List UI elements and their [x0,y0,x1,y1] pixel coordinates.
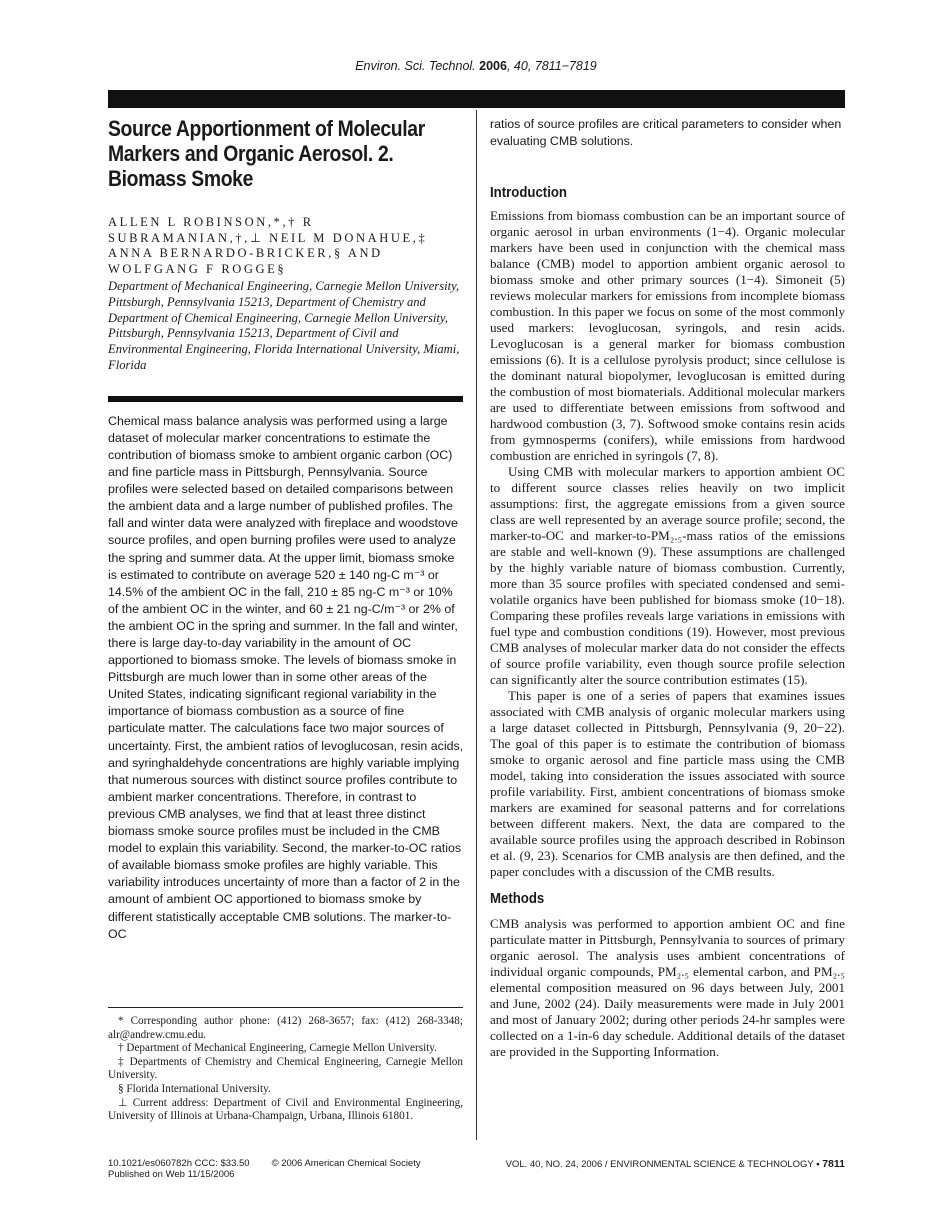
abstract-rule [108,396,463,402]
abstract: Chemical mass balance analysis was performed using a large dataset of molecular marker concentrations to estimate the contribution of biomass smoke to ambient organic carbon (OC) and fine particle mass in Pittsburgh, Pennsylvania. Source profiles were selected based on detailed comparisons between the ambient data and a large number of published profiles. The fall and winter data were analyzed with fireplace and woodstove source profiles, and open burning profiles were used to analyze the spring and summer data. At the upper limit, biomass smoke is estimated to contribute on average 520 ± 140 ng-C m⁻³ or 14.5% of the ambient OC in the fall, 210 ± 85 ng-C m⁻³ or 10% of the ambient OC in the winter, and 60 ± 21 ng-C/m⁻³ or 2% of the ambient OC in the spring and summer. In the fall and winter, there is large day-to-day variability in the amount of OC apportioned to biomass smoke. The levels of biomass smoke in Pittsburgh are much lower than in some other areas of the United States, indicating significant regional variability in the importance of biomass combustion as a source of fine particulate matter. The calculations face two major sources of uncertainty. First, the ambient ratios of levoglucosan, resin acids, and syringhaldehyde concentrations are highly variable implying that numerous sources with distinct source profiles contribute to ambient marker concentrations. Therefore, in contrast to previous CMB analyses, we find that at least three distinct biomass smoke source profiles must be included in the CMB model to explain this variability. Second, the marker-to-OC ratios of available biomass smoke profiles are highly variable. This variability introduces uncertainty of more than a factor of 2 in the amount of ambient OC apportioned to biomass smoke by different statistically acceptable CMB solutions. The marker-to-OC [108,413,464,941]
footnote-current-address: ⊥ Current address: Department of Civil and Environmental Engineering, University of Illinois at Urbana-Champaign, Urbana, Illinois 61801. [108,1096,463,1123]
year: 2006 [479,59,507,73]
doi: 10.1021/es060782h CCC: $33.50 [108,1158,250,1169]
running-header: Environ. Sci. Technol. 2006, 40, 7811−7819 [355,59,597,73]
affiliations: Department of Mechanical Engineering, Carnegie Mellon University, Pittsburgh, Pennsylvania 15213, Department of Chemistry and Department of Chemical Engineering, Carnegie Mellon University, Pittsburgh, Pennsylvania 15213, Department of Civil and Environmental Engineering, Florida International University, Miami, Florida [108,279,460,372]
page-range: 7811−7819 [534,59,597,73]
column-divider [476,110,477,1140]
footer-left [108,1158,443,1180]
intro-paragraph: This paper is one of a series of papers that examines issues associated with CMB analysis of organic molecular markers using a large dataset collected in Pittsburgh, Pennsylvania (9, 20−22). The goal of this paper is to estimate the contribution of biomass smoke to organic aerosol and fine particle mass using the CMB model, taking into consideration the issues associated with source profile variability. First, ambient concentrations of biomass smoke markers are examined for seasonal patterns and for correlations between different makers. Next, the data are compared to the available source profiles using the approach described in Robinson et al. (9, 23). Scenarios for CMB analysis are then defined, and the paper concludes with a discussion of the CMB results. [490,688,845,879]
issue-info: VOL. 40, NO. 24, 2006 / ENVIRONMENTAL SCIENCE & TECHNOLOGY ▪ [505,1159,820,1170]
intro-paragraph: Using CMB with molecular markers to apportion ambient OC to different source classes relies heavily on two implicit assumptions: first, the aggregate emissions from a given source class are well represented by an average source profile; second, the marker-to-OC and marker-to-PM₂.₅-mass ratios of the emissions are stable and well-known (9). These assumptions are challenged by the highly variable nature of biomass combustion. Currently, more than 35 source profiles with speciated condensed and semi-volatile organics have been published for biomass smoke (10−18). Comparing these profiles reveals large variations in emissions with fuel type and combustion conditions (19). However, most previous CMB analyses of molecular marker data do not consider the effects of source profile variability, even though source profile selection can significantly alter the source contribution estimates (15). [490,464,845,687]
footnote-section: § Florida International University. [118,1082,271,1095]
footnote-dagger: † Department of Mechanical Engineering, Carnegie Mellon University. [118,1042,437,1055]
copyright: © 2006 American Chemical Society [271,1158,421,1169]
methods-body [490,916,845,1060]
footer-right [506,1158,845,1170]
methods-paragraph: CMB analysis was performed to apportion ambient OC and fine particulate matter in Pittsburgh, Pennsylvania to sources of primary organic aerosol. The analysis uses ambient concentrations of individual organic compounds, PM₂.₅ elemental carbon, and PM₂.₅ elemental composition measured on 96 days between July, 2001 and June, 2002 (24). Daily measurements were made in July 2001 and most of January 2002; during other periods 24-hr samples were collected on a 1-in-6 day schedule. Additional details of the dataset are provided in the Supporting Information. [490,916,845,1059]
title-bar [108,90,845,108]
footnotes [108,1015,463,1124]
introduction-heading: Introduction [490,184,567,201]
article-title: Source Apportionment of Molecular Markers and Organic Aerosol. 2. Biomass Smoke [108,116,425,191]
left-column [108,116,468,943]
footnote-rule [108,1007,463,1008]
volume: 40 [513,59,528,73]
title-block [108,116,468,191]
footnote-double-dagger: ‡ Departments of Chemistry and Chemical Engineering, Carnegie Mellon University. [108,1055,463,1082]
intro-paragraph: Emissions from biomass combustion can be an important source of organic aerosol in urban environments (1−4). Organic molecular markers have been used in conjunction with the chemical mass balance (CMB) model to apportion ambient organic aerosol to biomass smoke and other primary sources (1−4). Simoneit (5) reviews molecular markers for emissions from incomplete biomass combustion. In this paper we focus on some of the most commonly used markers: levoglucosan, syringols, and resin acids. Levoglucosan is a general marker for biomass combustion emissions (6). It is a cellulose pyrolysis product; since cellulose is the dominant natural biopolymer, levoglucosan is emitted during the combustion of most biomaterials. Additional molecular markers are used to differentiate between emissions from softwood and hardwood combustion (3, 7). Softwood smoke contains resin acids from gymnosperms (conifers), while emissions from hardwood combustion are enriched in syringols (7, 8). [490,208,845,463]
introduction-body [490,208,845,880]
published-date: Published on Web 11/15/2006 [108,1169,235,1180]
page-number: 7811 [822,1158,845,1170]
abstract-continued-text: ratios of source profiles are critical parameters to consider when evaluating CMB solutions. [490,117,842,148]
author-list: ALLEN L ROBINSON,*,† R SUBRAMANIAN,†,⊥ NEIL M DONAHUE,‡ ANNA BERNARDO-BRICKER,§ AND WOLFGANG F ROGGE§ [108,215,428,276]
journal-name: Environ. Sci. Technol. [355,59,476,73]
footnote-corresponding: * Corresponding author phone: (412) 268-3657; fax: (412) 268-3348; alr@andrew.cmu.edu. [108,1015,463,1041]
methods-heading: Methods [490,890,545,907]
right-column [490,116,845,1060]
